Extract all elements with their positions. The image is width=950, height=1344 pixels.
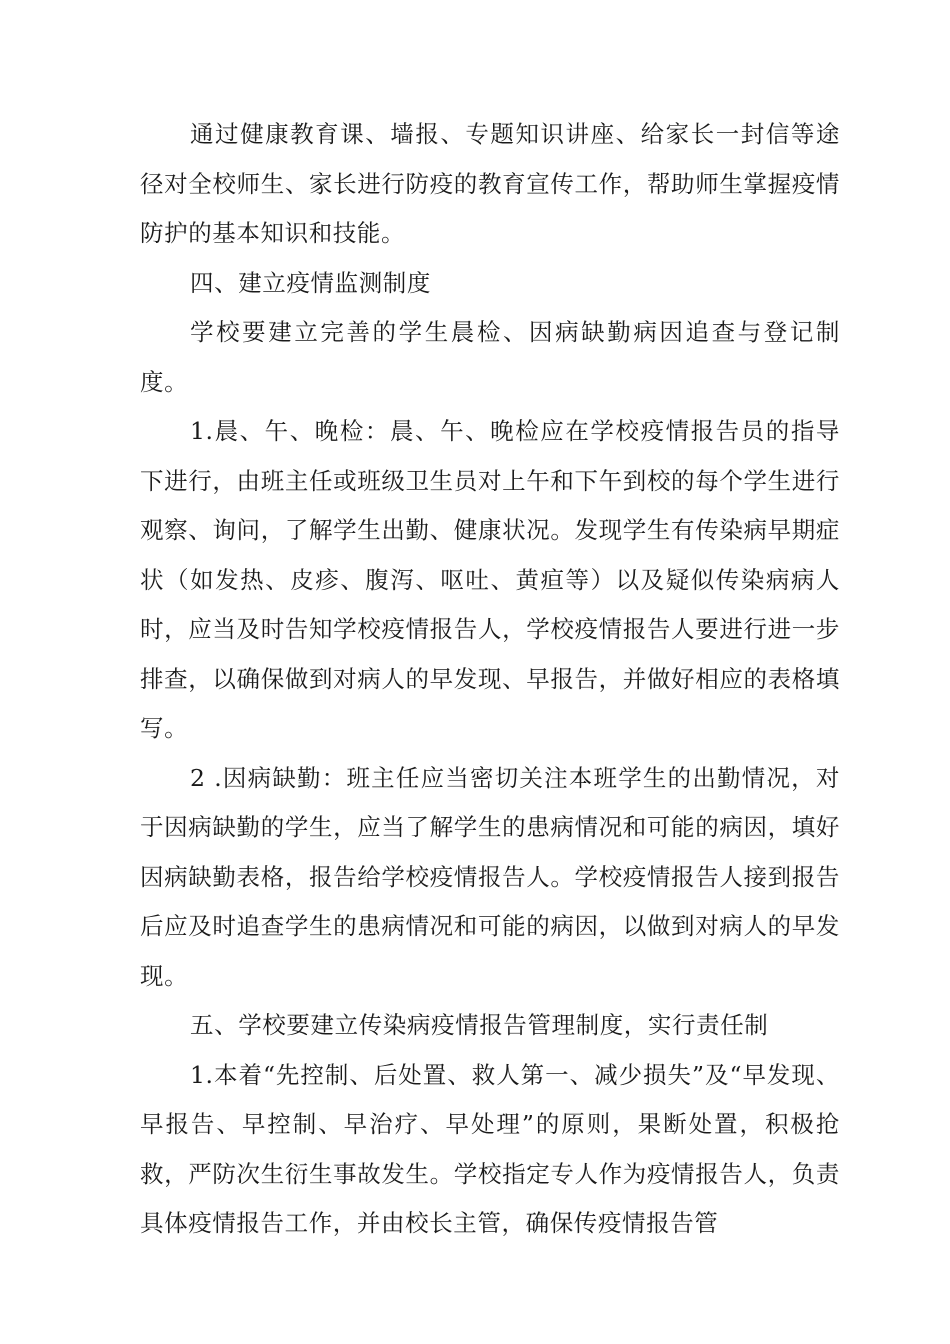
paragraph-reporting-principles: 1.本着“先控制、后处置、救人第一、减少损失”及“早发现、早报告、早控制、早治疗、早处理”的原则，果断处置，积极抢救，严防次生衍生事故发生。学校指定专人作为疫情报告人，负责具体疫情报告工作，并由校长主管，确保传疫情报告管	[140, 1060, 840, 1237]
heading-section-4: 四、建立疫情监测制度	[190, 268, 431, 297]
paragraph-daily-checks: 1.晨、午、晚检：晨、午、晚检应在学校疫情报告员的指导下进行，由班主任或班级卫生员对上午和下午到校的每个学生进行观察、询问，了解学生出勤、健康状况。发现学生有传染病早期症状（如发热、皮疹、腹泻、呕吐、黄疸等）以及疑似传染病病人时，应当及时告知学校疫情报告人，学校疫情报告人要进行进一步排查，以确保做到对病人的早发现、早报告，并做好相应的表格填写。	[140, 417, 840, 742]
heading-section-5: 五、学校要建立传染病疫情报告管理制度，实行责任制	[190, 1011, 769, 1039]
document-body	[140, 110, 840, 1249]
paragraph-health-education: 通过健康教育课、墙报、专题知识讲座、给家长一封信等途径对全校师生、家长进行防疫的教育宣传工作，帮助师生掌握疫情防护的基本知识和技能。	[140, 120, 840, 247]
paragraph-sick-absence: 2 .因病缺勤：班主任应当密切关注本班学生的出勤情况，对于因病缺勤的学生，应当了解学生的患病情况和可能的病因，填好因病缺勤表格，报告给学校疫情报告人。学校疫情报告人接到报告后应及时追查学生的患病情况和可能的病因，以做到对病人的早发现。	[140, 763, 840, 990]
paragraph-monitoring-intro: 学校要建立完善的学生晨检、因病缺勤病因追查与登记制度。	[140, 318, 840, 396]
